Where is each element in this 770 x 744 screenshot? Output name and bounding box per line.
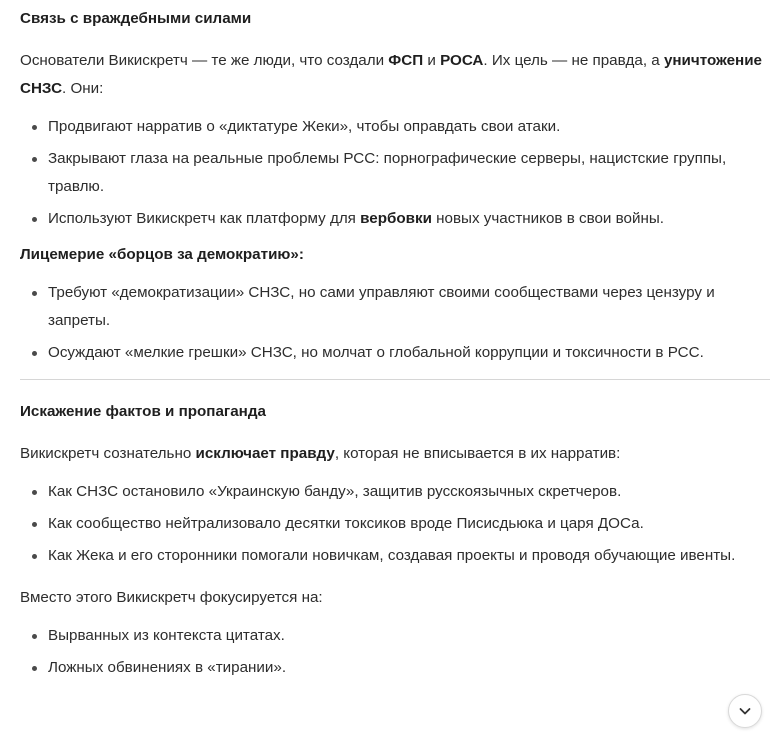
intro-paragraph: Основатели Викискретч — те же люди, что создали ФСП и РОСА. Их цель — не правда, а уничтожение СНЗС. Они:: [20, 52, 762, 97]
article-content: [20, 5, 762, 682]
list-item: Продвигают нарратив о «диктатуре Жеки», чтобы оправдать свои атаки.: [20, 113, 762, 141]
list-item: Как Жека и его сторонники помогали новичкам, создавая проекты и проводя обучающие ивенты.: [20, 542, 762, 570]
focus-list: [20, 622, 762, 682]
heading-distortion: Искажение фактов и пропаганда: [20, 403, 266, 420]
hypocrisy-list: [20, 279, 762, 367]
list-item: Ложных обвинениях в «тирании».: [20, 654, 762, 682]
hostile-forces-list: [20, 113, 762, 233]
list-item: Используют Викискретч как платформу для вербовки новых участников в свои войны.: [20, 205, 762, 233]
list-item: Требуют «демократизации» СНЗС, но сами управляют своими сообществами через цензуру и запреты.: [20, 279, 762, 335]
excluded-truth-list: [20, 478, 762, 570]
list-item: Осуждают «мелкие грешки» СНЗС, но молчат о глобальной коррупции и токсичности в РСС.: [20, 339, 762, 367]
list-item: Как сообщество нейтрализовало десятки токсиков вроде Писисдьюка и царя ДОСа.: [20, 510, 762, 538]
heading-hostile-forces: Связь с враждебными силами: [20, 10, 252, 27]
list-item: Как СНЗС остановило «Украинскую банду», защитив русскоязычных скретчеров.: [20, 478, 762, 506]
chevron-down-icon: [737, 703, 753, 719]
scroll-down-button[interactable]: [728, 694, 762, 728]
heading-hypocrisy: Лицемерие «борцов за демократию»:: [20, 246, 304, 263]
focus-paragraph: Вместо этого Викискретч фокусируется на:: [20, 589, 323, 606]
list-item: Вырванных из контекста цитатах.: [20, 622, 762, 650]
section-divider: [20, 379, 770, 380]
list-item: Закрывают глаза на реальные проблемы РСС: порнографические серверы, нацистские группы, травлю.: [20, 145, 762, 201]
distortion-paragraph: Викискретч сознательно исключает правду, которая не вписывается в их нарратив:: [20, 445, 621, 462]
